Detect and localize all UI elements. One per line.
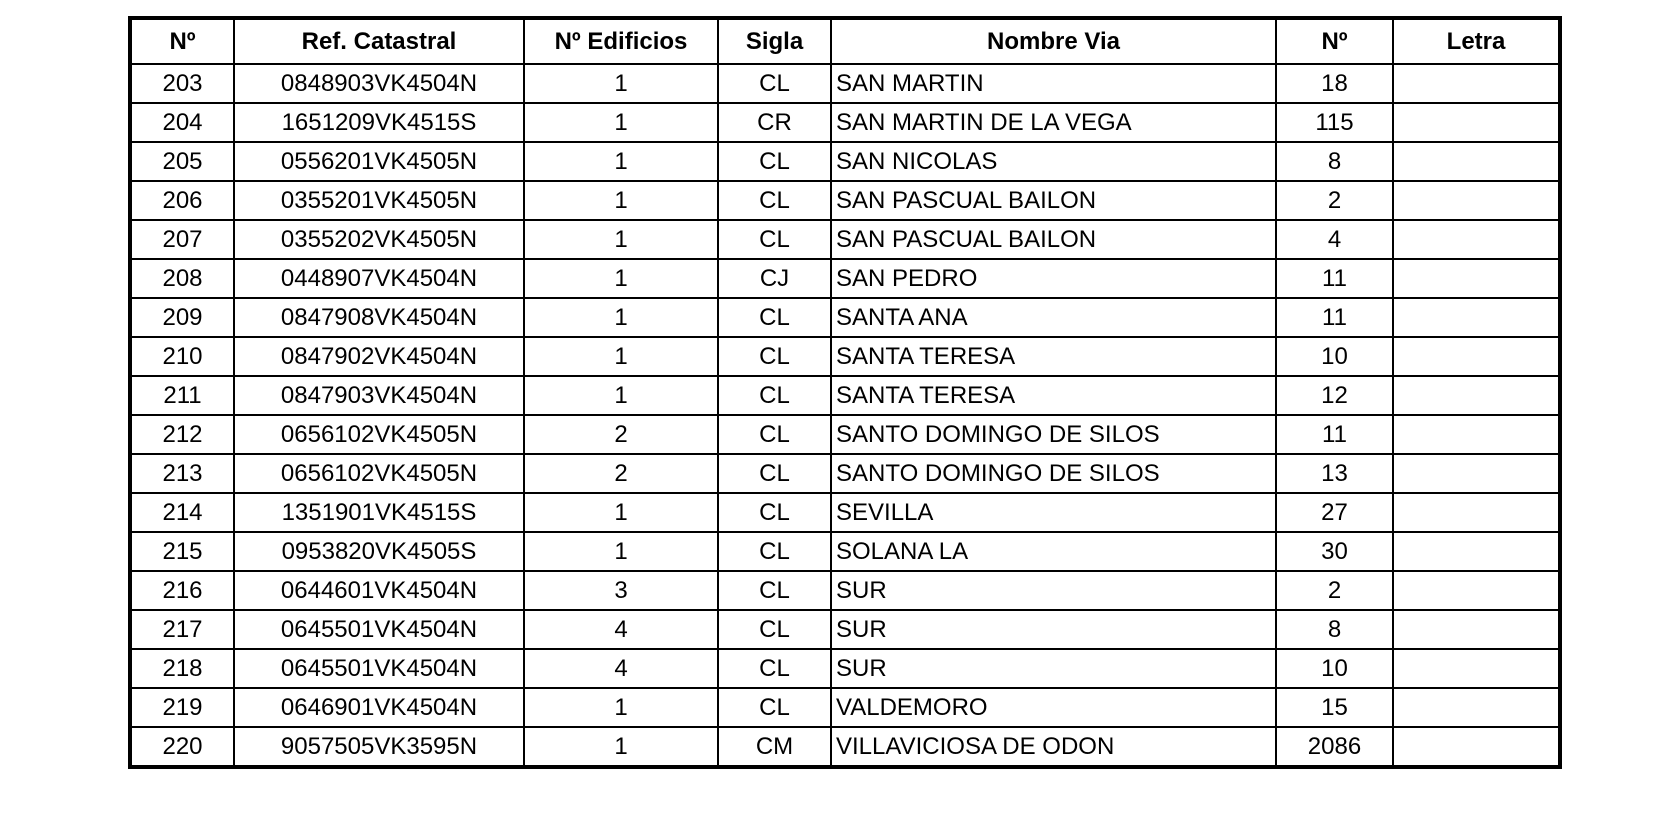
- street-acronym-cell: CL: [718, 376, 831, 415]
- letter-cell: [1393, 64, 1560, 103]
- letter-cell: [1393, 376, 1560, 415]
- table-row: [130, 727, 1560, 767]
- street-name-cell: SUR: [831, 649, 1276, 688]
- letter-cell: [1393, 298, 1560, 337]
- cadastral-ref-cell: 0355202VK4505N: [234, 220, 524, 259]
- street-name-cell: SAN NICOLAS: [831, 142, 1276, 181]
- row-number-cell: 220: [130, 727, 234, 767]
- table-row: [130, 610, 1560, 649]
- row-number-cell: 215: [130, 532, 234, 571]
- street-name-cell: SAN PASCUAL BAILON: [831, 181, 1276, 220]
- letter-cell: [1393, 688, 1560, 727]
- letter-cell: [1393, 181, 1560, 220]
- street-acronym-cell: CJ: [718, 259, 831, 298]
- street-acronym-cell: CL: [718, 415, 831, 454]
- row-number-cell: 212: [130, 415, 234, 454]
- street-acronym-cell: CL: [718, 493, 831, 532]
- street-number-cell: 115: [1276, 103, 1393, 142]
- table-row: [130, 571, 1560, 610]
- cadastral-ref-cell: 0953820VK4505S: [234, 532, 524, 571]
- street-number-cell: 2: [1276, 181, 1393, 220]
- header-acronym: Sigla: [718, 18, 831, 64]
- row-number-cell: 211: [130, 376, 234, 415]
- building-count-cell: 2: [524, 454, 718, 493]
- street-name-cell: VALDEMORO: [831, 688, 1276, 727]
- cadastral-ref-cell: 0355201VK4505N: [234, 181, 524, 220]
- cadastral-ref-cell: 0645501VK4504N: [234, 610, 524, 649]
- street-acronym-cell: CL: [718, 571, 831, 610]
- street-name-cell: SOLANA LA: [831, 532, 1276, 571]
- row-number-cell: 204: [130, 103, 234, 142]
- table-row: [130, 337, 1560, 376]
- street-name-cell: SANTO DOMINGO DE SILOS: [831, 415, 1276, 454]
- letter-cell: [1393, 493, 1560, 532]
- building-count-cell: 4: [524, 649, 718, 688]
- building-count-cell: 1: [524, 337, 718, 376]
- row-number-cell: 214: [130, 493, 234, 532]
- letter-cell: [1393, 727, 1560, 767]
- row-number-cell: 218: [130, 649, 234, 688]
- table-row: [130, 259, 1560, 298]
- street-number-cell: 11: [1276, 415, 1393, 454]
- street-name-cell: SANTO DOMINGO DE SILOS: [831, 454, 1276, 493]
- table-row: [130, 376, 1560, 415]
- cadastral-ref-cell: 1651209VK4515S: [234, 103, 524, 142]
- street-number-cell: 27: [1276, 493, 1393, 532]
- street-number-cell: 10: [1276, 649, 1393, 688]
- header-street-name: Nombre Via: [831, 18, 1276, 64]
- building-count-cell: 1: [524, 298, 718, 337]
- street-name-cell: SANTA TERESA: [831, 337, 1276, 376]
- street-number-cell: 13: [1276, 454, 1393, 493]
- street-acronym-cell: CL: [718, 337, 831, 376]
- cadastral-ref-cell: 0847903VK4504N: [234, 376, 524, 415]
- building-count-cell: 1: [524, 181, 718, 220]
- header-number: Nº: [130, 18, 234, 64]
- street-number-cell: 12: [1276, 376, 1393, 415]
- cadastral-ref-cell: 0644601VK4504N: [234, 571, 524, 610]
- table-row: [130, 298, 1560, 337]
- street-name-cell: SANTA ANA: [831, 298, 1276, 337]
- street-acronym-cell: CL: [718, 181, 831, 220]
- building-count-cell: 1: [524, 64, 718, 103]
- header-letter: Letra: [1393, 18, 1560, 64]
- building-count-cell: 1: [524, 142, 718, 181]
- letter-cell: [1393, 571, 1560, 610]
- letter-cell: [1393, 532, 1560, 571]
- table-row: [130, 181, 1560, 220]
- cadastral-ref-cell: 0656102VK4505N: [234, 415, 524, 454]
- street-acronym-cell: CL: [718, 610, 831, 649]
- street-name-cell: SUR: [831, 610, 1276, 649]
- table-body: [130, 64, 1560, 767]
- letter-cell: [1393, 142, 1560, 181]
- street-number-cell: 11: [1276, 298, 1393, 337]
- street-name-cell: SAN PEDRO: [831, 259, 1276, 298]
- letter-cell: [1393, 103, 1560, 142]
- row-number-cell: 210: [130, 337, 234, 376]
- table-row: [130, 493, 1560, 532]
- cadastral-ref-cell: 9057505VK3595N: [234, 727, 524, 767]
- cadastral-ref-cell: 1351901VK4515S: [234, 493, 524, 532]
- street-number-cell: 15: [1276, 688, 1393, 727]
- street-acronym-cell: CL: [718, 220, 831, 259]
- cadastral-ref-cell: 0848903VK4504N: [234, 64, 524, 103]
- street-acronym-cell: CM: [718, 727, 831, 767]
- row-number-cell: 217: [130, 610, 234, 649]
- cadastral-ref-cell: 0847908VK4504N: [234, 298, 524, 337]
- street-name-cell: SUR: [831, 571, 1276, 610]
- letter-cell: [1393, 259, 1560, 298]
- row-number-cell: 205: [130, 142, 234, 181]
- street-number-cell: 18: [1276, 64, 1393, 103]
- building-count-cell: 3: [524, 571, 718, 610]
- row-number-cell: 203: [130, 64, 234, 103]
- street-name-cell: SAN MARTIN DE LA VEGA: [831, 103, 1276, 142]
- building-count-cell: 2: [524, 415, 718, 454]
- building-count-cell: 1: [524, 727, 718, 767]
- header-row: [130, 18, 1560, 64]
- header-buildings: Nº Edificios: [524, 18, 718, 64]
- cadastral-ref-cell: 0847902VK4504N: [234, 337, 524, 376]
- street-acronym-cell: CL: [718, 454, 831, 493]
- street-name-cell: SAN MARTIN: [831, 64, 1276, 103]
- building-count-cell: 1: [524, 103, 718, 142]
- building-count-cell: 1: [524, 493, 718, 532]
- street-acronym-cell: CL: [718, 64, 831, 103]
- building-count-cell: 1: [524, 376, 718, 415]
- cadastral-ref-cell: 0556201VK4505N: [234, 142, 524, 181]
- row-number-cell: 209: [130, 298, 234, 337]
- building-count-cell: 1: [524, 688, 718, 727]
- row-number-cell: 216: [130, 571, 234, 610]
- table-row: [130, 220, 1560, 259]
- street-number-cell: 2086: [1276, 727, 1393, 767]
- street-acronym-cell: CR: [718, 103, 831, 142]
- building-count-cell: 1: [524, 220, 718, 259]
- table-row: [130, 649, 1560, 688]
- table-row: [130, 415, 1560, 454]
- row-number-cell: 213: [130, 454, 234, 493]
- letter-cell: [1393, 337, 1560, 376]
- letter-cell: [1393, 454, 1560, 493]
- cadastral-ref-cell: 0646901VK4504N: [234, 688, 524, 727]
- street-acronym-cell: CL: [718, 649, 831, 688]
- table-row: [130, 688, 1560, 727]
- table-row: [130, 103, 1560, 142]
- street-acronym-cell: CL: [718, 688, 831, 727]
- cadastral-ref-cell: 0656102VK4505N: [234, 454, 524, 493]
- header-cadastral-ref: Ref. Catastral: [234, 18, 524, 64]
- table-row: [130, 142, 1560, 181]
- street-name-cell: SEVILLA: [831, 493, 1276, 532]
- table-row: [130, 532, 1560, 571]
- letter-cell: [1393, 220, 1560, 259]
- street-name-cell: SAN PASCUAL BAILON: [831, 220, 1276, 259]
- cadastral-ref-cell: 0645501VK4504N: [234, 649, 524, 688]
- street-number-cell: 10: [1276, 337, 1393, 376]
- street-acronym-cell: CL: [718, 298, 831, 337]
- street-number-cell: 8: [1276, 142, 1393, 181]
- row-number-cell: 207: [130, 220, 234, 259]
- letter-cell: [1393, 610, 1560, 649]
- header-street-number: Nº: [1276, 18, 1393, 64]
- row-number-cell: 206: [130, 181, 234, 220]
- building-count-cell: 1: [524, 259, 718, 298]
- letter-cell: [1393, 415, 1560, 454]
- street-number-cell: 11: [1276, 259, 1393, 298]
- street-number-cell: 8: [1276, 610, 1393, 649]
- street-name-cell: VILLAVICIOSA DE ODON: [831, 727, 1276, 767]
- building-count-cell: 1: [524, 532, 718, 571]
- letter-cell: [1393, 649, 1560, 688]
- building-count-cell: 4: [524, 610, 718, 649]
- row-number-cell: 208: [130, 259, 234, 298]
- cadastral-ref-cell: 0448907VK4504N: [234, 259, 524, 298]
- row-number-cell: 219: [130, 688, 234, 727]
- cadastre-table: [128, 16, 1562, 769]
- street-acronym-cell: CL: [718, 532, 831, 571]
- table-row: [130, 454, 1560, 493]
- street-number-cell: 30: [1276, 532, 1393, 571]
- street-number-cell: 4: [1276, 220, 1393, 259]
- table-row: [130, 64, 1560, 103]
- street-acronym-cell: CL: [718, 142, 831, 181]
- street-name-cell: SANTA TERESA: [831, 376, 1276, 415]
- street-number-cell: 2: [1276, 571, 1393, 610]
